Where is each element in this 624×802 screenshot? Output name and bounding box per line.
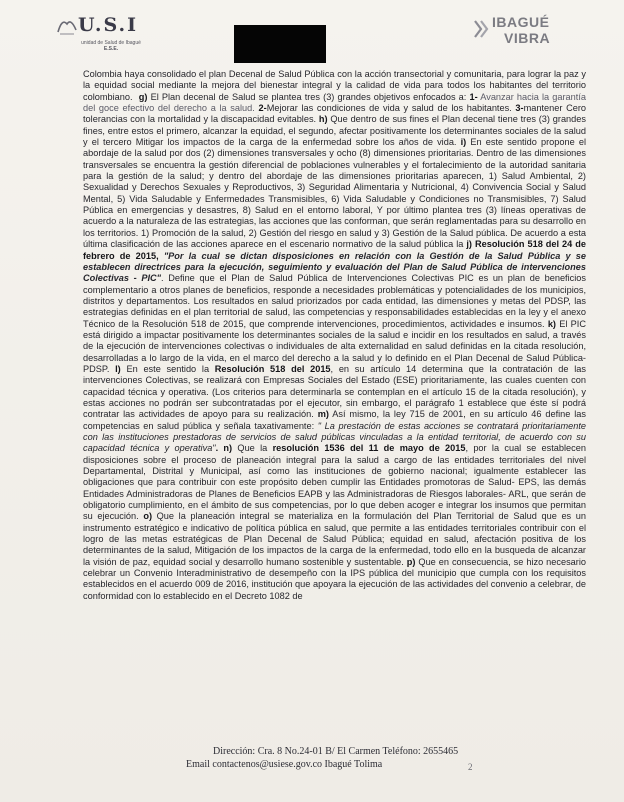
redaction-box bbox=[234, 25, 326, 63]
item-label: p) bbox=[406, 556, 416, 567]
resolution-ref: resolución 1536 del 11 de mayo de 2015 bbox=[272, 443, 466, 454]
footer-email: Email contactenos@usiese.gov.co Ibagué Tolima bbox=[186, 759, 383, 770]
item-label: k) bbox=[547, 318, 556, 329]
para-text: , por la cual se establecen disposiciones sobre el proceso de planeación integral para la salud a cargo de las entidades territoriales del nivel Departamental, Distrital y Municipal, así como las instituciones de gobierno nacional; igualmente establecer las obligaciones que para contribuir con este propósito deben cumplir las Entidades promotoras de Salud- EPS, las demás Entidades Administradoras de Planes de Beneficios EAPB y las Administradoras de Riesgos laborales- ARL, que serán de obligatorio cumplimiento, en el ámbito de sus competencias, por lo que deben acoger e integrar los insumos que permitan su ejecución. bbox=[83, 443, 586, 522]
para-text: Que en consecuencia, se hizo necesario celebrar un Convenio Interadministrativo de desempeño con la IPS pública del municipio que cumpla con los requisitos establecidos en el acuerdo 009 de 2016, institución que apoyara la ejecución de las actividades del convenio a celebrar, de conformidad con lo establecido en el Decreto 1082 de bbox=[83, 556, 587, 601]
document-body bbox=[83, 69, 586, 602]
ibague-vibra-logo bbox=[470, 14, 570, 54]
resolution-ref: Resolución 518 del 24 de febrero de 2015, bbox=[83, 239, 586, 261]
item-label: . n) bbox=[215, 443, 233, 454]
objective-number: 2- bbox=[258, 103, 267, 114]
item-label: o) bbox=[143, 511, 153, 522]
para-text: Avanzar hacia la garantía del goce efectivo del derecho a la salud. bbox=[83, 91, 586, 114]
page-number: 2 bbox=[468, 762, 473, 772]
resolution-title: "Por la cual se dictan disposiciones en relación con la Gestión de la Salud Pública y se establecen directrices para la ejecución, seguimiento y evaluación del Plan de Salud Pública de intervenciones Colectivas - PIC" bbox=[83, 250, 586, 284]
resolution-ref: Resolución 518 del 2015 bbox=[214, 363, 331, 374]
para-text: En este sentido propone el abordaje de la salud por dos (2) dimensiones transversales y ocho (8) dimensiones prioritarias. Dentro de las dimensiones transversales se encuentra la gestión diferencial de poblaciones vulnerables y el fortalecimiento de la autoridad sanitaria para la gestión de la salud; y dentro del abordaje de las dimensiones prioritarias aparecen, 1) Salud Ambiental, 2) Sexualidad y Derechos Sexuales y Reproductivos, 3) Seguridad Alimentaria y Nutricional, 4) Convivencia Social y Salud Mental, 5) Vida Saludable y Enfermedades Transmisibles, 6) Vida Saludable y Condiciones no Transmisibles, 7) Salud Pública en emergencias y desastres, 8) Salud en el entorno laboral, Y por último plantea tres (3) líneas operativas de acuerdo a la naturaleza de las estrategias, las acciones que las conforman, que serán reglamentadas para su desarrollo en los territorios. 1) Promoción de la salud, 2) Gestión del riesgo en salud y 3) Gestión de la Salud pública. De acuerdo a esta última clasificación de las acciones aparece en el escenario normativo de la salud pública la bbox=[83, 137, 586, 250]
para-text: Que la planeación integral se materializa en la formulación del Plan Territorial de Salud que es un instrumento estratégico e indicativo de política pública en salud, que permite a las entidades territoriales contribuir con el logro de las metas estratégicas de Plan Decenal de Salud Pública; equidad en salud, afectación positiva de los determinantes de la salud, Mitigación de los impactos de la carga de la enfermedad, todo ello en la busqueda de alcanzar la visión de paz, equidad social y desarrollo humano sostenible y sustentable. bbox=[83, 511, 586, 567]
para-text: , en su artículo 14 determina que la contratación de las intervenciones Colectivas, se realizará con Empresas Sociales del Estado (ESE) prioritariamente, las cuales cuenten con capacidad técnica y operativa. (Los criterios para determinarla se contemplan en el artículo 15 de la citada resolución), y estas acciones no podrán ser subcontratadas por el ejecutor, sin embargo, el parágrafo 1 establece que éste sí podrá contratar las actividades de apoyo para su realización. bbox=[83, 363, 586, 420]
item-label: h) bbox=[318, 114, 328, 125]
ibague-brand-icon bbox=[472, 18, 490, 40]
brand-line-2: VIBRA bbox=[504, 30, 551, 46]
logo-subtitle-text: unidad de Salud de Ibagué bbox=[81, 40, 141, 46]
footer-address: Dirección: Cra. 8 No.24-01 B/ El Carmen Teléfono: 2655465 bbox=[213, 746, 459, 757]
para-text: Así mismo, la ley 715 de 2001, en su artículo 46 define las competencias en salud pública y señala taxativamente: bbox=[83, 409, 587, 431]
brand-line-1: IBAGUÉ bbox=[492, 14, 550, 30]
para-text: . Define que el Plan de Salud Pública de Intervenciones Colectivas PIC es un plan de beneficios complementario a otros planes de beneficios, responde a necesidades problemáticas y potencialidades de los municipios, distritos y departamentos. Los resultados en salud priorizados por cada entidad, las dimensiones y metas del PDSP, las estrategias definidas en el plan territorial de salud, las competencias y responsabilidades establecidas en la ley y el anexo Técnico de la Resolución 518 de 2015, que comprende intervenciones, procedimientos, actividades e insumos. bbox=[83, 273, 586, 329]
usi-emblem-icon bbox=[56, 16, 78, 36]
para-text: En este sentido la bbox=[126, 363, 210, 374]
body-text bbox=[83, 69, 586, 602]
para-text: mantener Cero tolerancias con la mortalidad y la discapacidad evitables. bbox=[83, 103, 586, 125]
para-text: Mejorar las condiciones de vida y salud de los habitantes. bbox=[266, 103, 512, 114]
logo-ese-text: E.S.E. bbox=[103, 46, 119, 52]
objective-number: 1- bbox=[469, 91, 478, 102]
para-text: Que dentro de sus fines el Plan decenal tiene tres (3) grandes fines, entre estos el primero, alcanzar la equidad, el segundo, afectar positivamente los determinantes sociales de la salud y el tercero Mitigar los impactos de la carga de la enfermedad sobre los años de vida. bbox=[83, 114, 586, 148]
item-label: m) bbox=[317, 409, 329, 420]
para-text: El Plan decenal de Salud se plantea tres (3) grandes objetivos enfocados a: bbox=[150, 91, 467, 102]
objective-number: 3- bbox=[515, 103, 524, 114]
item-label: l) bbox=[115, 363, 121, 374]
law-quote: " La prestación de estas acciones se contratará prioritariamente con las instituciones prestadoras de servicios de salud públicas vinculadas a la entidad territorial, de acuerdo con su capacidad técnica y operativa" bbox=[83, 420, 586, 454]
item-label: g) bbox=[138, 91, 148, 102]
usi-logo bbox=[56, 14, 166, 62]
item-label: i) bbox=[460, 137, 467, 148]
para-text: Que la bbox=[237, 443, 268, 454]
para-text: El PIC está dirigido a impactar positivamente los determinantes sociales de la salud e incidir en los resultados en salud, a través de la ejecución de intervenciones colectivas o individuales de alta externalidad en salud definidas en la citada resolución, desarrolladas a lo largo de la vida, en el marco del derecho a la salud y lo definido en el Plan Decenal de Salud Pública- PDSP. bbox=[83, 318, 586, 374]
item-label: j) bbox=[466, 239, 472, 250]
logo-subtitle bbox=[56, 40, 166, 52]
logo-usi-text: U.S.I bbox=[78, 14, 138, 36]
para-text: Colombia haya consolidado el plan Decenal de Salud Pública con la acción transectorial y comunitaria, para lograr la paz y la equidad social mediante la mejora del bienestar integral y la calidad de vida para todos los habitantes del territorio colombiano. bbox=[83, 69, 586, 102]
